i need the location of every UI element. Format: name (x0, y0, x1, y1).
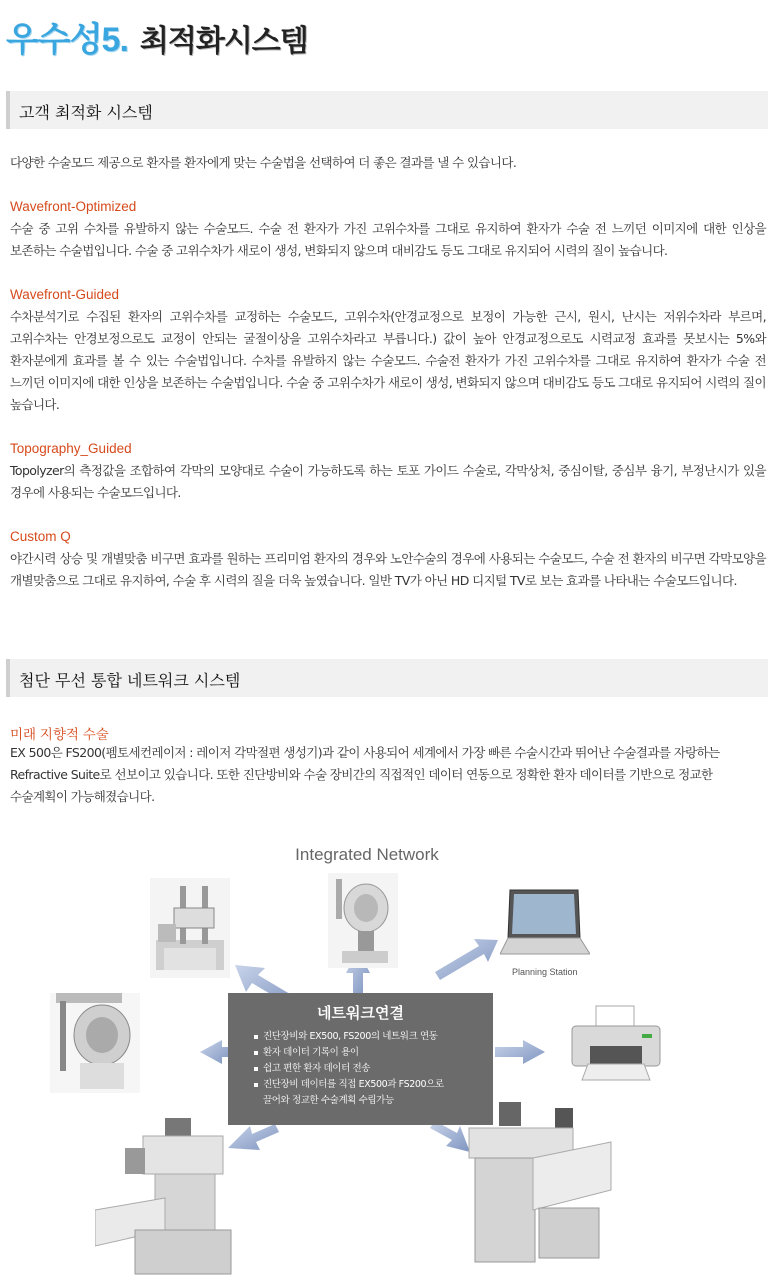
arrow-right (495, 1040, 545, 1064)
network-bullet-list (254, 1029, 444, 1109)
text-wavefront-guided: 수차분석기로 수집된 환자의 고위수차를 교정하는 수술모드, 고위수차(안경교정으로 보정이 가능한 근시, 원시, 난시는 저위수차라 부르며, 고위수차는 안경보정으로도 교정이 안되는 굴절이상을 고위수차라고 부릅니다.) 값이 높아 안경교정으로도 시력교정 효과를 못보시는 5%와 환자분에게 효과를 볼 수 있는 수술법입니다. 수차를 유발하지 않는 수술모드. 수술전 환자가 가진 고위수차를 그대로 유지하여 환자가 수술 전 느끼던 이미지에 대한 인상을 보존하는 수술법입니다. 수술 중 고위수차가 새로이 생성, 변화되지 않으며 대비감도 등도 그대로 유지되어 시력의 질이 높습니다. (10, 309, 766, 412)
planning-station-label: Planning Station (512, 967, 578, 977)
network-bullet: 환자 데이터 기록이 용이 (254, 1045, 444, 1061)
label-wavefront-optimized: Wavefront-Optimized (10, 199, 137, 214)
text-custom-q: 야간시력 상승 및 개별맞춤 비구면 효과를 원하는 프리미엄 환자의 경우와 노안수술의 경우에 사용되는 수술모드, 수술 전 환자의 비구면 각막모양을 개별맞춤으로 그대로 유지하여, 수술 후 시력의 질을 더욱 높였습니다. 일반 TV가 아닌 HD 디지털 TV로 보는 효과를 나타내는 수술모드입니다. (10, 551, 766, 588)
label-topography-guided: Topography_Guided (10, 441, 132, 456)
ex500-laser-icon (95, 1118, 235, 1278)
label-wavefront-guided: Wavefront-Guided (10, 287, 120, 302)
label-custom-q: Custom Q (10, 529, 71, 544)
diagnostic-device-2-icon (328, 873, 398, 968)
arrow-left (200, 1040, 230, 1064)
network-bullet: 쉽고 편한 환자 데이터 전송 (254, 1061, 444, 1077)
arrow-bottomleft (228, 1124, 279, 1150)
label-future-surgery: 미래 지향적 수술 (10, 727, 109, 742)
network-box-title: 네트워크연결 (317, 1004, 404, 1022)
text-wavefront-optimized: 수술 중 고위 수차를 유발하지 않는 수술모드. 수술 전 환자가 가진 고위수차를 그대로 유지하여 환자가 수술 전 느끼던 이미지에 대한 인상을 보존하는 수술법입니다. 수술 중 고위수차가 새로이 생성, 변화되지 않으며 대비감도 등도 그대로 유지되어 시력의 질이 높습니다. (10, 221, 766, 258)
section-heading-text: 고객 최적화 시스템 (19, 103, 153, 122)
diagnostic-device-1-icon (150, 878, 230, 978)
network-title: Integrated Network (295, 845, 439, 864)
section1-intro: 다양한 수술모드 제공으로 환자를 환자에게 맞는 수술법을 선택하여 더 좋은 결과를 낼 수 있습니다. (10, 155, 517, 170)
network-bullet: 진단장비와 EX500, FS200의 네트워크 연동 (254, 1029, 444, 1045)
section-heading-text: 첨단 무선 통합 네트워크 시스템 (19, 671, 241, 690)
network-bullet-continued: 끌어와 정교한 수술계획 수립가능 (263, 1095, 394, 1106)
arrow-topright (435, 939, 498, 980)
diagnostic-device-3-icon (50, 993, 140, 1093)
text-topography-guided: Topolyzer의 측정값을 조합하여 각막의 모양대로 수술이 가능하도록 하는 토포 가이드 수술로, 각막상처, 중심이탈, 중심부 융기, 부정난시가 있을 경우에 사용되는 수술모드입니다. (10, 463, 766, 500)
network-bullet: 진단장비 데이터를 직접 EX500과 FS200으로 (254, 1077, 444, 1093)
network-connection-box (228, 993, 493, 1125)
hero-number: 우수성5. (6, 21, 128, 59)
hero-title: 최적화시스템 (139, 25, 308, 58)
printer-icon (568, 1002, 664, 1084)
laptop-icon (500, 888, 590, 960)
text-future-surgery: EX 500은 FS200(펨토세컨레이저 : 레이저 각막절편 생성기)과 같이 사용되어 세계에서 가장 빠른 수술시간과 뛰어난 수술결과를 자랑하는 Refractive Suite로 선보이고 있습니다. 또한 진단방비와 수술 장비간의 직접적인 데이터 연동으로 정확한 환자 데이터를 기반으로 정교한 수술계획이 가능해졌습니다. (10, 745, 720, 804)
